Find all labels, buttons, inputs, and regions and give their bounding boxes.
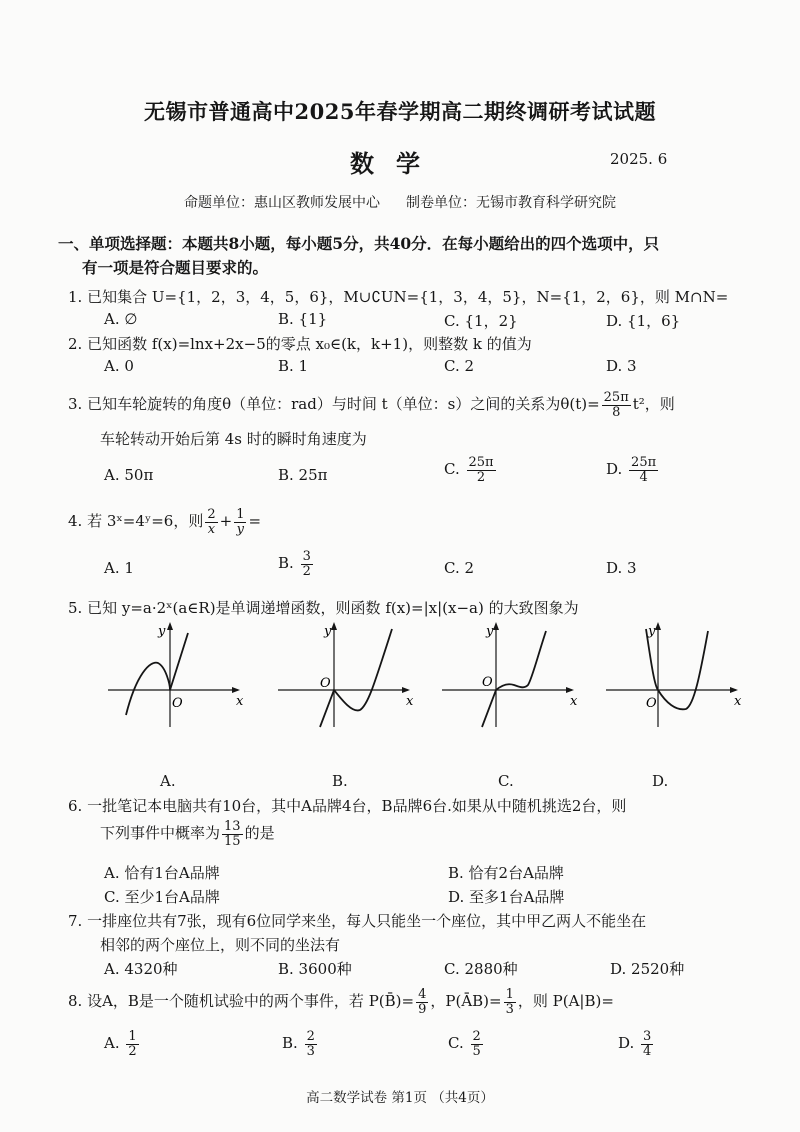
graph-a-x-arrow [232,687,240,693]
q4-option-b [278,550,315,578]
q4-frac1 [205,508,217,536]
q5-graph-c [432,615,582,735]
q8-option-a-frac [126,1030,138,1058]
q8-option-c [448,1030,485,1058]
q3-frac-num: 25π [603,390,629,405]
graph-a-y-label: y [158,624,166,639]
q3-stem-post: t²，则 [632,395,675,414]
q4-option-c: C. 2 [444,559,475,577]
q6-line2-post: 的是 [244,824,275,843]
q4-option-b-label: B. [278,554,294,573]
q3-c-num: 25π [468,455,494,470]
q2-option-d: D. 3 [606,357,637,375]
q7-option-a: A. 4320种 [104,960,178,978]
q3-line2: 车轮转动开始后第 4s 时的瞬时角速度为 [100,430,367,448]
graph-b-y-arrow [331,622,337,630]
q4-f2-num: 1 [236,507,245,522]
q8-option-b [282,1030,319,1058]
q6-fraction [222,820,243,848]
q8-c-num: 2 [472,1029,481,1044]
q3-option-d-frac [629,456,658,484]
q3-d-den: 4 [639,469,648,485]
q6-option-d: D. 至多1台A品牌 [448,888,565,906]
q3-stem [68,391,675,419]
q4-plus: + [219,512,233,531]
q4-frac2 [234,508,246,536]
q8-c-den: 5 [472,1043,481,1059]
q8-frac2 [504,988,516,1016]
q2-option-c: C. 2 [444,357,475,375]
graph-b-curve [320,629,392,727]
q8-p2-den: 3 [505,1001,514,1017]
q8-option-b-label: B. [282,1034,298,1053]
q3-stem-pre: 3. 已知车轮旋转的角度θ（单位：rad）与时间 t（单位：s）之间的关系为θ(t)= [68,395,600,414]
q1-option-c: C. {1，2} [444,312,518,330]
q5-label-d: D. [652,772,669,790]
q8-option-a [104,1030,141,1058]
subject-heading: 数学 [350,149,442,178]
q8-a-num: 1 [128,1029,137,1044]
q8-option-d-frac [641,1030,653,1058]
q5-graph-d [596,615,746,735]
q5-stem: 5. 已知 y=a·2ˣ(a∈R)是单调递增函数，则函数 f(x)=|x|(x−a) 的大致图象为 [68,599,579,617]
exam-units [0,192,800,212]
q6-option-a: A. 恰有1台A品牌 [104,864,220,882]
q4-b-den: 2 [302,563,311,579]
q5-graph-a [98,615,248,735]
graph-d-y-label: y [648,624,656,639]
graph-c-y-label: y [486,624,494,639]
q8-b-num: 2 [306,1029,315,1044]
q3-frac-den: 8 [612,404,621,420]
q5-label-c: C. [498,772,514,790]
q5-label-a: A. [160,772,176,790]
graph-d-y-arrow [655,622,661,630]
graph-c-y-arrow [493,622,499,630]
q7-stem: 7. 一排座位共有7张，现有6位同学来坐，每人只能坐一个座位，其中甲乙两人不能坐在 [68,912,647,930]
graph-a-x-label: x [236,694,244,709]
q2-option-b: B. 1 [278,357,309,375]
q8-p1-den: 9 [418,1001,427,1017]
q8-option-c-label: C. [448,1034,464,1053]
q3-option-d [606,456,660,484]
q8-option-b-frac [305,1030,317,1058]
graph-d-origin: O [646,696,657,711]
q8-d-num: 3 [643,1029,652,1044]
graph-a-y-arrow [167,622,173,630]
q8-a-den: 2 [128,1043,137,1059]
q7-option-c: C. 2880种 [444,960,518,978]
section-heading-line2: 有一项是符合题目要求的。 [82,258,269,277]
q3-option-c-label: C. [444,460,460,479]
q8-d-den: 4 [643,1043,652,1059]
q4-b-num: 3 [302,549,311,564]
q6-option-c: C. 至少1台A品牌 [104,888,220,906]
q4-stem-pre: 4. 若 3ˣ=4ʸ=6，则 [68,512,204,531]
q1-option-a: A. ∅ [104,310,138,328]
q6-stem: 6. 一批笔记本电脑共有10台，其中A品牌4台，B品牌6台.如果从中随机挑选2台，则 [68,797,627,815]
exam-title: 无锡市普通高中2025年春学期高二期终调研考试试题 [144,99,656,124]
q1-option-d: D. {1，6} [606,312,681,330]
graph-d-x-arrow [730,687,738,693]
unit-proposer: 命题单位：惠山区教师发展中心 [184,195,380,211]
q6-frac-den: 15 [224,833,241,849]
q3-c-den: 2 [476,469,486,485]
q5-label-b: B. [332,772,348,790]
q7-option-b: B. 3600种 [278,960,352,978]
unit-printer: 制卷单位：无锡市教育科学研究院 [406,195,616,211]
q8-option-a-label: A. [104,1034,120,1053]
graph-c-x-arrow [566,687,574,693]
q8-p2-num: 1 [505,987,514,1002]
graph-a-origin: O [172,696,183,711]
graph-c-origin: O [482,675,493,690]
q8-mid: ，P(ĀB)= [430,992,502,1011]
q3-option-c [444,456,498,484]
q8-option-c-frac [471,1030,483,1058]
q7-line2: 相邻的两个座位上，则不同的坐法有 [100,936,341,954]
q4-f1-den: x [207,521,216,537]
q4-option-b-frac [301,550,313,578]
q2-option-a: A. 0 [104,357,134,375]
q6-option-b: B. 恰有2台A品牌 [448,864,564,882]
q8-option-d [618,1030,655,1058]
q4-option-a: A. 1 [104,559,134,577]
q3-option-b: B. 25π [278,466,328,484]
q6-frac-num: 13 [224,819,241,834]
graph-b-origin: O [320,676,331,691]
q8-stem [68,988,614,1016]
q2-stem: 2. 已知函数 f(x)=lnx+2x−5的零点 x₀∈(k，k+1)，则整数 k 的值为 [68,335,532,353]
q3-option-c-frac [467,456,496,484]
q4-stem-post: = [248,512,262,531]
q8-p1-num: 4 [418,987,427,1002]
q4-stem [68,508,261,536]
q6-line2-pre: 下列事件中概率为 [100,824,221,843]
q4-f2-den: y [236,521,244,537]
graph-b-y-label: y [324,624,332,639]
graph-c-x-label: x [570,694,578,709]
q3-option-d-label: D. [606,460,623,479]
q8-frac1 [416,988,428,1016]
q3-option-a: A. 50π [104,466,154,484]
q4-f1-num: 2 [207,507,216,522]
q3-fraction [602,391,631,419]
graph-d-x-label: x [734,694,742,709]
page-footer: 高二数学试卷 第1页 （共4页） [306,1090,494,1106]
graph-b-x-label: x [406,694,414,709]
section-heading-line1: 一、单项选择题：本题共8小题，每小题5分，共40分．在每小题给出的四个选项中，只 [58,234,660,253]
q1-option-b: B. {1} [278,310,328,328]
q5-graph-b [268,615,418,735]
q8-option-d-label: D. [618,1034,635,1053]
exam-date: 2025. 6 [610,150,668,168]
q8-b-den: 3 [306,1043,315,1059]
q3-d-num: 25π [631,455,657,470]
q6-line2 [100,820,275,848]
q7-option-d: D. 2520种 [610,960,685,978]
q8-stem-post: ，则 P(A|B)= [517,992,614,1011]
q4-option-d: D. 3 [606,559,637,577]
q8-stem-pre: 8. 设A，B是一个随机试验中的两个事件，若 P(B̄)= [68,992,415,1011]
q1-stem: 1. 已知集合 U={1，2，3，4，5，6}，M∪∁UN={1，3，4，5}，N={1，2，6}，则 M∩N= [68,288,729,306]
graph-b-x-arrow [402,687,410,693]
